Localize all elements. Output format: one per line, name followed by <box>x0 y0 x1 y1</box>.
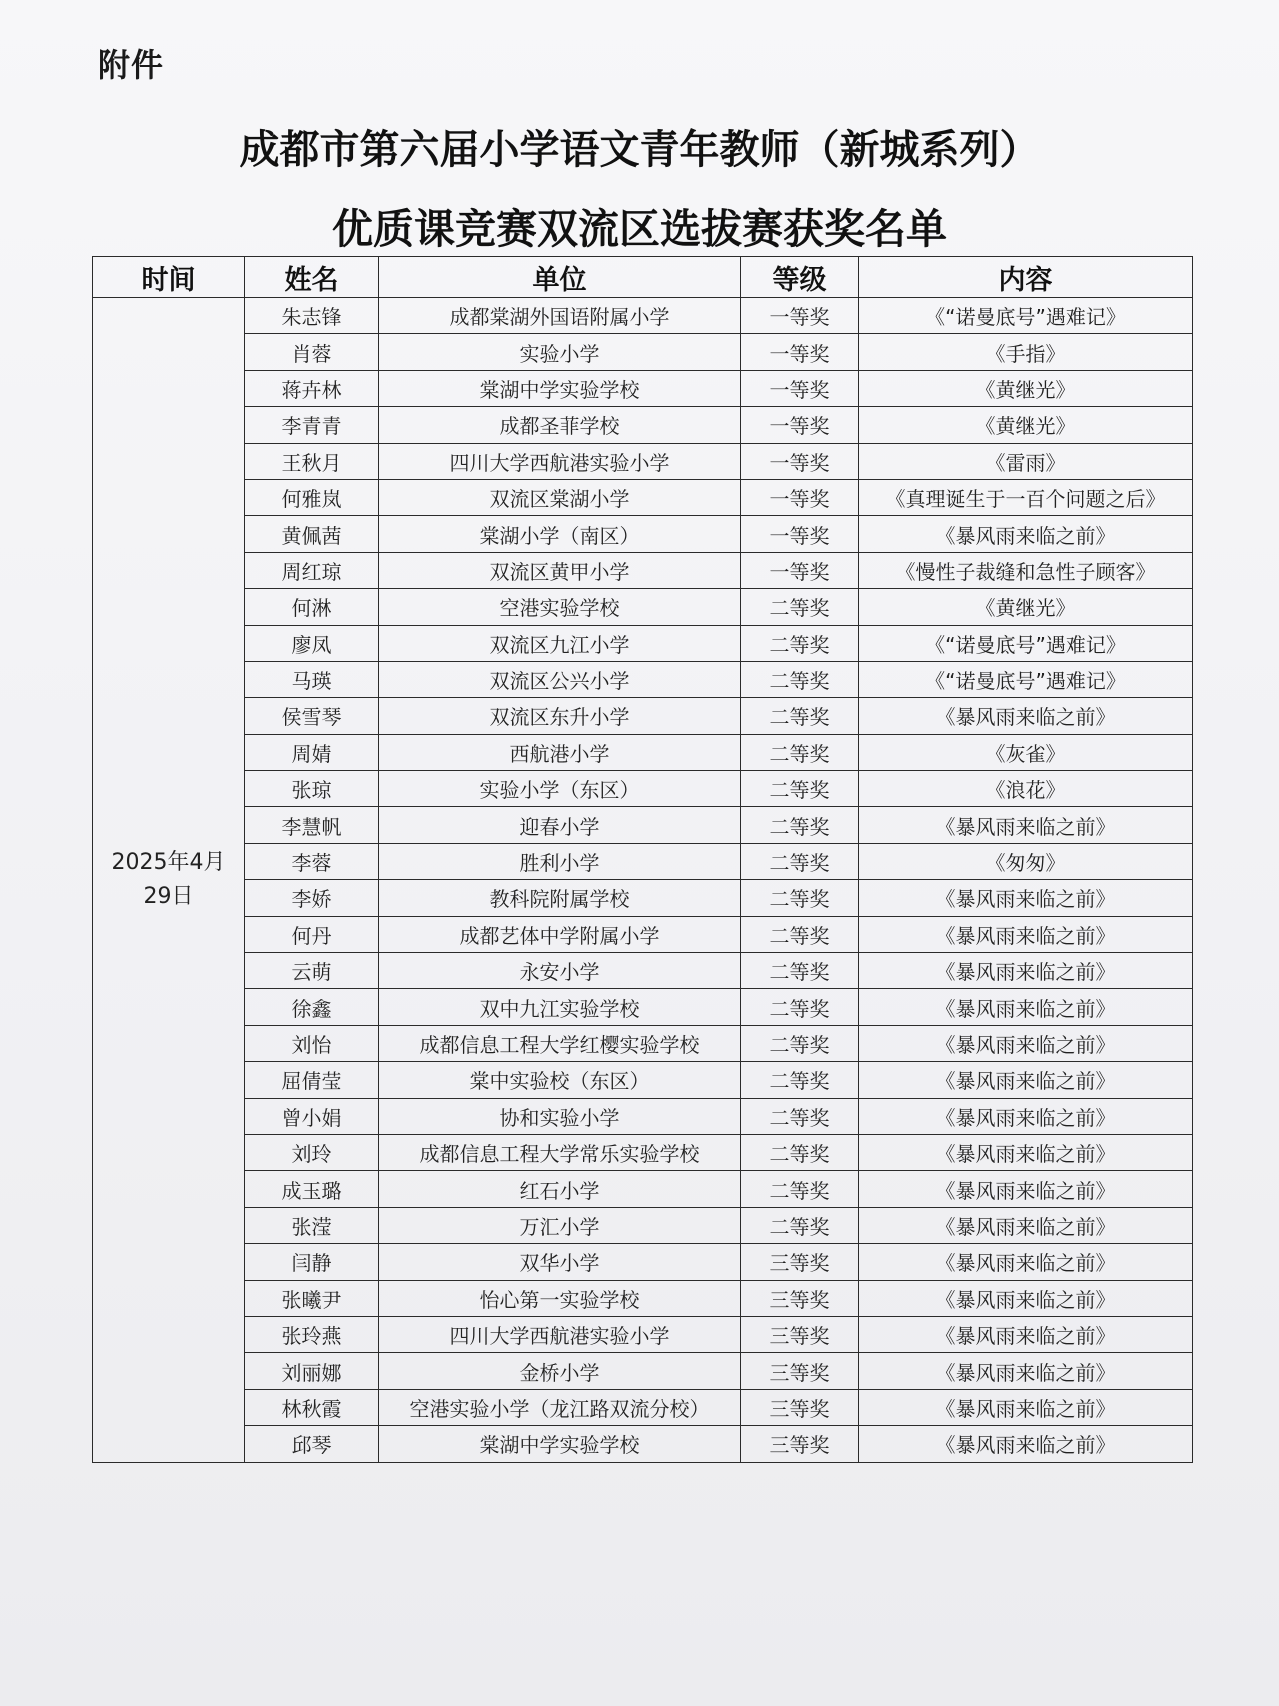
grade-cell: 一等奖 <box>741 516 859 552</box>
table-row <box>93 1098 1193 1134</box>
name-cell: 黄佩茜 <box>245 516 379 552</box>
table-row <box>93 407 1193 443</box>
unit-cell: 空港实验学校 <box>379 589 741 625</box>
grade-cell: 二等奖 <box>741 880 859 916</box>
table-row <box>93 989 1193 1025</box>
grade-cell: 二等奖 <box>741 771 859 807</box>
header-grade: 等级 <box>741 257 859 298</box>
table-row <box>93 552 1193 588</box>
name-cell: 云萌 <box>245 953 379 989</box>
grade-cell: 二等奖 <box>741 1207 859 1243</box>
table-row <box>93 807 1193 843</box>
unit-cell: 万汇小学 <box>379 1207 741 1243</box>
award-table-body <box>93 298 1193 1463</box>
table-row <box>93 1025 1193 1061</box>
unit-cell: 成都信息工程大学红樱实验学校 <box>379 1025 741 1061</box>
unit-cell: 实验小学（东区） <box>379 771 741 807</box>
unit-cell: 棠湖中学实验学校 <box>379 370 741 406</box>
content-cell: 《匆匆》 <box>859 843 1193 879</box>
table-row <box>93 1280 1193 1316</box>
name-cell: 何丹 <box>245 916 379 952</box>
name-cell: 王秋月 <box>245 443 379 479</box>
content-cell: 《灰雀》 <box>859 734 1193 770</box>
name-cell: 张玲燕 <box>245 1316 379 1352</box>
table-row <box>93 1353 1193 1389</box>
name-cell: 李慧帆 <box>245 807 379 843</box>
content-cell: 《暴风雨来临之前》 <box>859 698 1193 734</box>
table-row <box>93 1244 1193 1280</box>
unit-cell: 双流区东升小学 <box>379 698 741 734</box>
table-row <box>93 443 1193 479</box>
name-cell: 张曦尹 <box>245 1280 379 1316</box>
grade-cell: 一等奖 <box>741 443 859 479</box>
name-cell: 蒋卉林 <box>245 370 379 406</box>
name-cell: 曾小娟 <box>245 1098 379 1134</box>
content-cell: 《暴风雨来临之前》 <box>859 1171 1193 1207</box>
table-row <box>93 589 1193 625</box>
name-cell: 张滢 <box>245 1207 379 1243</box>
content-cell: 《暴风雨来临之前》 <box>859 1353 1193 1389</box>
name-cell: 刘玲 <box>245 1134 379 1170</box>
content-cell: 《“诺曼底号”遇难记》 <box>859 625 1193 661</box>
unit-cell: 双中九江实验学校 <box>379 989 741 1025</box>
table-row <box>93 734 1193 770</box>
grade-cell: 二等奖 <box>741 661 859 697</box>
table-row <box>93 479 1193 515</box>
grade-cell: 一等奖 <box>741 298 859 334</box>
table-row <box>93 370 1193 406</box>
unit-cell: 双流区棠湖小学 <box>379 479 741 515</box>
table-header-row <box>93 257 1193 298</box>
grade-cell: 一等奖 <box>741 552 859 588</box>
date-line2: 29日 <box>143 883 194 909</box>
grade-cell: 三等奖 <box>741 1426 859 1462</box>
header-unit: 单位 <box>379 257 741 298</box>
grade-cell: 二等奖 <box>741 1098 859 1134</box>
name-cell: 何雅岚 <box>245 479 379 515</box>
grade-cell: 三等奖 <box>741 1244 859 1280</box>
header-date: 时间 <box>93 257 245 298</box>
unit-cell: 成都棠湖外国语附属小学 <box>379 298 741 334</box>
content-cell: 《暴风雨来临之前》 <box>859 989 1193 1025</box>
grade-cell: 二等奖 <box>741 916 859 952</box>
content-cell: 《暴风雨来临之前》 <box>859 1244 1193 1280</box>
table-row <box>93 916 1193 952</box>
content-cell: 《暴风雨来临之前》 <box>859 880 1193 916</box>
award-table <box>92 256 1193 1463</box>
name-cell: 李青青 <box>245 407 379 443</box>
table-row <box>93 1426 1193 1462</box>
grade-cell: 三等奖 <box>741 1280 859 1316</box>
unit-cell: 成都圣菲学校 <box>379 407 741 443</box>
grade-cell: 二等奖 <box>741 698 859 734</box>
name-cell: 李蓉 <box>245 843 379 879</box>
name-cell: 张琼 <box>245 771 379 807</box>
content-cell: 《暴风雨来临之前》 <box>859 1389 1193 1425</box>
content-cell: 《黄继光》 <box>859 589 1193 625</box>
date-line1: 2025年4月 <box>111 849 226 875</box>
table-row <box>93 1171 1193 1207</box>
content-cell: 《暴风雨来临之前》 <box>859 516 1193 552</box>
unit-cell: 成都艺体中学附属小学 <box>379 916 741 952</box>
unit-cell: 胜利小学 <box>379 843 741 879</box>
content-cell: 《慢性子裁缝和急性子顾客》 <box>859 552 1193 588</box>
name-cell: 肖蓉 <box>245 334 379 370</box>
grade-cell: 二等奖 <box>741 1134 859 1170</box>
grade-cell: 二等奖 <box>741 807 859 843</box>
table-row <box>93 771 1193 807</box>
name-cell: 廖凤 <box>245 625 379 661</box>
content-cell: 《真理诞生于一百个问题之后》 <box>859 479 1193 515</box>
unit-cell: 西航港小学 <box>379 734 741 770</box>
table-row <box>93 953 1193 989</box>
table-row <box>93 880 1193 916</box>
content-cell: 《暴风雨来临之前》 <box>859 1280 1193 1316</box>
unit-cell: 棠湖小学（南区） <box>379 516 741 552</box>
name-cell: 徐鑫 <box>245 989 379 1025</box>
content-cell: 《暴风雨来临之前》 <box>859 1025 1193 1061</box>
table-row <box>93 1207 1193 1243</box>
grade-cell: 二等奖 <box>741 843 859 879</box>
grade-cell: 一等奖 <box>741 370 859 406</box>
content-cell: 《暴风雨来临之前》 <box>859 1316 1193 1352</box>
grade-cell: 二等奖 <box>741 989 859 1025</box>
unit-cell: 四川大学西航港实验小学 <box>379 1316 741 1352</box>
name-cell: 屈倩莹 <box>245 1062 379 1098</box>
unit-cell: 迎春小学 <box>379 807 741 843</box>
grade-cell: 三等奖 <box>741 1389 859 1425</box>
grade-cell: 二等奖 <box>741 625 859 661</box>
grade-cell: 三等奖 <box>741 1353 859 1389</box>
grade-cell: 一等奖 <box>741 479 859 515</box>
name-cell: 刘丽娜 <box>245 1353 379 1389</box>
content-cell: 《暴风雨来临之前》 <box>859 916 1193 952</box>
table-row <box>93 1134 1193 1170</box>
name-cell: 朱志锋 <box>245 298 379 334</box>
content-cell: 《“诺曼底号”遇难记》 <box>859 661 1193 697</box>
unit-cell: 四川大学西航港实验小学 <box>379 443 741 479</box>
content-cell: 《黄继光》 <box>859 370 1193 406</box>
unit-cell: 永安小学 <box>379 953 741 989</box>
unit-cell: 金桥小学 <box>379 1353 741 1389</box>
name-cell: 刘怡 <box>245 1025 379 1061</box>
date-cell <box>93 298 245 1463</box>
table-row <box>93 298 1193 334</box>
content-cell: 《黄继光》 <box>859 407 1193 443</box>
unit-cell: 教科院附属学校 <box>379 880 741 916</box>
grade-cell: 三等奖 <box>741 1316 859 1352</box>
name-cell: 李娇 <box>245 880 379 916</box>
name-cell: 周婧 <box>245 734 379 770</box>
unit-cell: 空港实验小学（龙江路双流分校） <box>379 1389 741 1425</box>
content-cell: 《暴风雨来临之前》 <box>859 1062 1193 1098</box>
unit-cell: 双流区黄甲小学 <box>379 552 741 588</box>
unit-cell: 成都信息工程大学常乐实验学校 <box>379 1134 741 1170</box>
name-cell: 侯雪琴 <box>245 698 379 734</box>
table-row <box>93 1316 1193 1352</box>
name-cell: 闫静 <box>245 1244 379 1280</box>
content-cell: 《暴风雨来临之前》 <box>859 1098 1193 1134</box>
unit-cell: 棠中实验校（东区） <box>379 1062 741 1098</box>
name-cell: 何淋 <box>245 589 379 625</box>
table-row <box>93 1062 1193 1098</box>
grade-cell: 二等奖 <box>741 1062 859 1098</box>
name-cell: 周红琼 <box>245 552 379 588</box>
name-cell: 林秋霞 <box>245 1389 379 1425</box>
grade-cell: 一等奖 <box>741 407 859 443</box>
unit-cell: 实验小学 <box>379 334 741 370</box>
table-row <box>93 334 1193 370</box>
table-row <box>93 843 1193 879</box>
unit-cell: 双华小学 <box>379 1244 741 1280</box>
table-row <box>93 661 1193 697</box>
header-name: 姓名 <box>245 257 379 298</box>
grade-cell: 二等奖 <box>741 1025 859 1061</box>
unit-cell: 怡心第一实验学校 <box>379 1280 741 1316</box>
grade-cell: 二等奖 <box>741 734 859 770</box>
attachment-label: 附件 <box>98 46 165 84</box>
content-cell: 《“诺曼底号”遇难记》 <box>859 298 1193 334</box>
content-cell: 《雷雨》 <box>859 443 1193 479</box>
content-cell: 《手指》 <box>859 334 1193 370</box>
table-row <box>93 625 1193 661</box>
document-title-line1: 成都市第六届小学语文青年教师（新城系列） <box>239 127 1040 173</box>
unit-cell: 双流区九江小学 <box>379 625 741 661</box>
grade-cell: 二等奖 <box>741 953 859 989</box>
grade-cell: 一等奖 <box>741 334 859 370</box>
name-cell: 邱琴 <box>245 1426 379 1462</box>
header-content: 内容 <box>859 257 1193 298</box>
grade-cell: 二等奖 <box>741 589 859 625</box>
content-cell: 《暴风雨来临之前》 <box>859 1207 1193 1243</box>
content-cell: 《暴风雨来临之前》 <box>859 807 1193 843</box>
table-row <box>93 516 1193 552</box>
name-cell: 马瑛 <box>245 661 379 697</box>
content-cell: 《浪花》 <box>859 771 1193 807</box>
document-title-line2: 优质课竞赛双流区选拔赛获奖名单 <box>332 205 947 253</box>
content-cell: 《暴风雨来临之前》 <box>859 1134 1193 1170</box>
name-cell: 成玉璐 <box>245 1171 379 1207</box>
table-row <box>93 698 1193 734</box>
content-cell: 《暴风雨来临之前》 <box>859 953 1193 989</box>
unit-cell: 协和实验小学 <box>379 1098 741 1134</box>
unit-cell: 双流区公兴小学 <box>379 661 741 697</box>
unit-cell: 红石小学 <box>379 1171 741 1207</box>
table-row <box>93 1389 1193 1425</box>
unit-cell: 棠湖中学实验学校 <box>379 1426 741 1462</box>
content-cell: 《暴风雨来临之前》 <box>859 1426 1193 1462</box>
grade-cell: 二等奖 <box>741 1171 859 1207</box>
